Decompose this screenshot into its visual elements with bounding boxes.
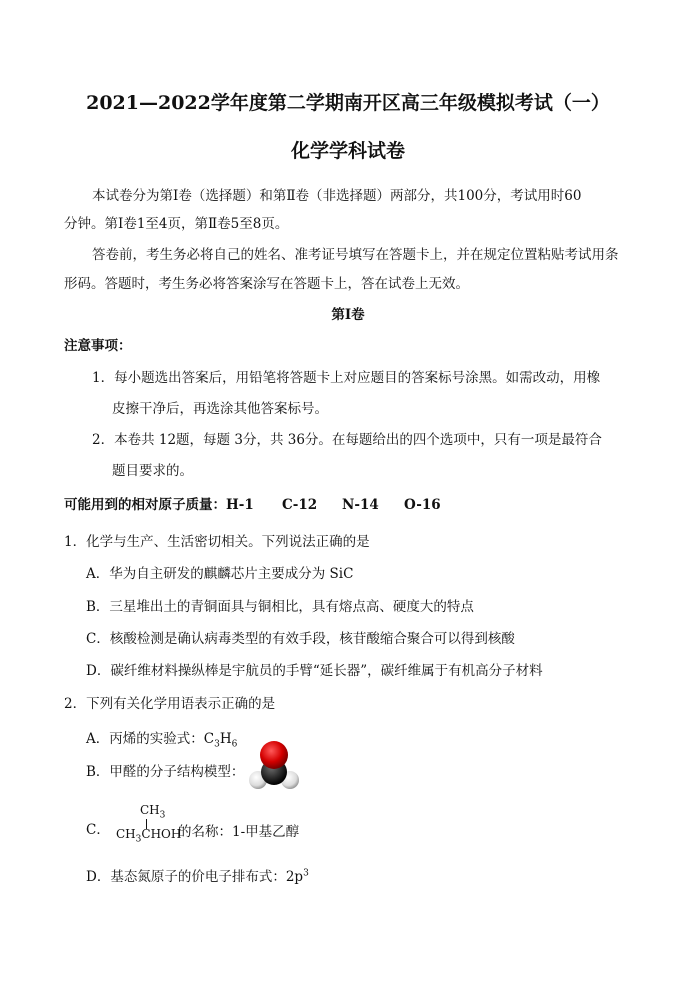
note-1-line1: 1．每小题选出答案后，用铅笔将答题卡上对应题目的答案标号涂黑。如需改动，用橡 [92,370,601,386]
formula-main-chain: $CH_3CHOH$ [116,827,182,845]
question-1-option-a: A．华为自主研发的麒麟芯片主要成分为 SiC [86,566,354,582]
question-1-stem: 1．化学与生产、生活密切相关。下列说法正确的是 [64,534,370,550]
intro-para2-line1: 答卷前，考生务必将自己的姓名、准考证号填写在答题卡上，并在规定位置粘贴考试用条 [92,247,619,263]
question-2-option-a [86,727,237,750]
notes-title: 注意事项： [64,338,132,354]
question-1-option-d: D．碳纤维材料操纵棒是宇航员的手臂“延长器”，碳纤维属于有机高分子材料 [86,663,543,679]
atomic-mass-n: N-14 [342,497,379,513]
formula-sub-6: 6 [231,739,238,750]
option-d-sup: 3 [303,868,309,879]
intro-para2-line2: 形码。答题时，考生务必将答案涂写在答题卡上，答在试卷上无效。 [64,276,469,292]
atomic-mass-line [64,494,441,516]
intro-para1-line1: 本试卷分为第Ⅰ卷（选择题）和第Ⅱ卷（非选择题）两部分，共100分，考试用时60 [92,188,582,204]
intro-para1-line2: 分钟。第Ⅰ卷1至4页，第Ⅱ卷5至8页。 [64,216,289,232]
note-2-line1: 2．本卷共 12题，每题 3分，共 36分。在每题给出的四个选项中，只有一项是最符合 [92,432,602,448]
formula-h: H [219,731,232,747]
question-2-option-c [86,818,110,838]
atomic-mass-h: H-1 [226,497,254,513]
formula-sub-3: 3 [214,739,220,750]
option-c-name-text: 的名称：1-甲基乙醇 [178,824,300,840]
option-d-text: D．基态氮原子的价电子排布式：2p [86,869,304,885]
note-2-line2: 题目要求的。 [112,463,193,479]
subject-title: 化学学科试卷 [290,140,405,162]
question-2-stem: 2．下列有关化学用语表示正确的是 [64,696,276,712]
question-2-option-b: B．甲醛的分子结构模型： [86,764,245,780]
question-2-option-d [86,865,309,885]
question-1-option-b: B．三星堆出土的青铜面具与铜相比，具有熔点高、硬度大的特点 [86,599,474,615]
note-1-line2: 皮擦干净后，再选涂其他答案标号。 [112,401,328,417]
exam-title: 2021—2022学年度第二学期南开区高三年级模拟考试（一） [86,92,610,114]
question-1-option-c: C．核酸检测是确认病毒类型的有效手段，核苷酸缩合聚合可以得到核酸 [86,631,515,647]
atomic-mass-c: C-12 [282,497,318,513]
option-a-prefix: A．丙烯的实验式： [86,731,204,747]
atomic-mass-o: O-16 [404,497,441,513]
formula-ch3-top: $CH_3$ [140,803,166,821]
formaldehyde-model-icon [246,738,304,796]
formula-c: C [203,731,215,747]
section-heading: 第Ⅰ卷 [331,307,365,323]
option-c-prefix: C． [86,822,110,838]
atomic-mass-label: 可能用到的相对原子质量： [64,497,226,513]
